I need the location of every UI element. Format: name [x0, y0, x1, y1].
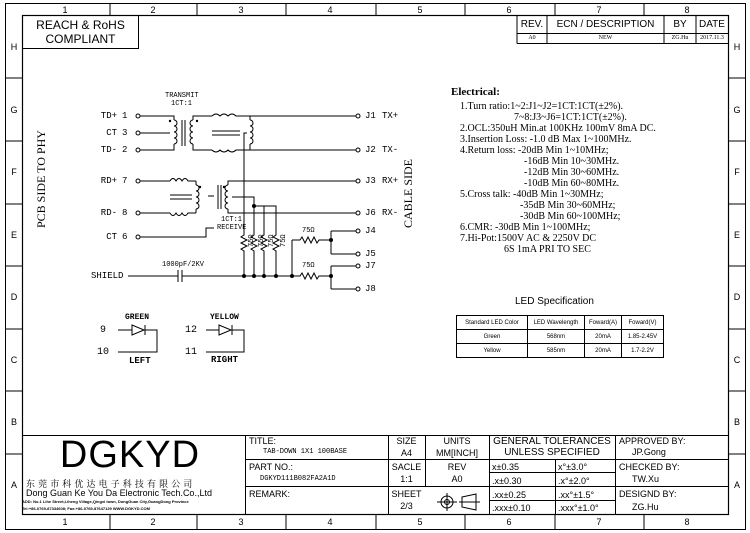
pin-number: 3 [122, 128, 128, 138]
part-label: PART NO.: [249, 462, 294, 472]
scale-label: SACLE [391, 462, 422, 472]
pin-number: J1 [365, 111, 376, 121]
checked-value: TW.Xu [632, 474, 660, 484]
title-value: TAB-DOWN 1X1 100BASE [263, 448, 348, 456]
tolerance-angular: .x°±2.0° [558, 476, 590, 486]
led-green-pin-a: 9 [100, 325, 107, 336]
approved-label: APPROVED BY: [619, 436, 686, 446]
table-header-cell: Foward(A) [585, 316, 622, 330]
led-yellow-label: YELLOW [210, 313, 239, 322]
pin-name: RX+ [382, 176, 399, 186]
resistor-label: 75Ω [258, 234, 266, 247]
grid-col-label: 2 [150, 517, 156, 527]
grid-col-label: 4 [327, 517, 333, 527]
table-header-cell: LED Wavelength [528, 316, 585, 330]
grid-row-label: E [733, 230, 740, 240]
grid-row-label: D [733, 292, 741, 302]
pcb-side-label: PCB SIDE TO PHY [34, 130, 48, 228]
grid-row-label: E [10, 230, 17, 240]
tolerance-linear: .xx±0.25 [492, 490, 526, 500]
grid-col-label: 8 [684, 5, 690, 15]
company-contact: Tel:+86-0769-87334608; Fax:+86-0769-87647129 WWW.DGKYD.COM [22, 506, 150, 511]
grid-row-label: B [733, 417, 740, 427]
company-name-en: Dong Guan Ke You Da Electronic Tech.Co.,Ltd [26, 488, 212, 498]
pin-number: J4 [365, 226, 376, 236]
led-yellow-pin-b: 11 [185, 347, 198, 358]
table-header-cell: Standard LED Color [457, 316, 528, 330]
company-logo: DGKYD [59, 434, 201, 476]
electrical-line: 6.CMR: -30dB Min 1~100MHz; [460, 222, 591, 233]
grid-col-label: 7 [596, 517, 602, 527]
electrical-line: 2.OCL:350uH Min.at 100KHz 100mV 8mA DC. [460, 123, 656, 134]
company-address: ADD: No.1 Lihe Street,Liheng Village,Qingxi town, DongGuan City,GuangDong Province [22, 499, 189, 504]
by-header: BY [673, 19, 687, 30]
grid-row-label: C [10, 355, 18, 365]
grid-row-label: C [733, 355, 741, 365]
tolerance-angular: x°±3.0° [558, 462, 588, 472]
grid-col-label: 8 [684, 517, 690, 527]
grid-col-label: 6 [506, 5, 512, 15]
transmit-ratio: 1CT:1 [171, 100, 193, 108]
tolerance-linear: .xxx±0.10 [492, 503, 531, 513]
grid-row-label: G [733, 105, 741, 115]
electrical-line: 5.Cross talk: -40dB Min 1~30MHz; [460, 189, 604, 200]
table-cell: 1.7-2.2V [622, 344, 664, 358]
electrical-line: 3.Insertion Loss: -1.0 dB Max 1~100MHz. [460, 134, 632, 145]
date-value: 2017.11.3 [700, 35, 724, 41]
grid-col-label: 6 [506, 517, 512, 527]
grid-row-label: D [10, 292, 18, 302]
pin-number: J7 [365, 261, 376, 271]
electrical-line: 7.Hi-Pot:1500V AC & 2250V DC [460, 233, 597, 244]
sheet-value: 2/3 [400, 501, 413, 511]
led-spec-title: LED Specification [515, 296, 594, 307]
rev-value: A0 [528, 35, 536, 41]
table-cell: 1.85-2.45V [622, 330, 664, 344]
units-value: MM[INCH] [436, 448, 478, 458]
led-green-label: GREEN [125, 313, 150, 322]
remark-label: REMARK: [249, 489, 291, 499]
transmit-label: TRANSMIT [165, 92, 199, 100]
pin-number: J5 [365, 249, 376, 259]
size-value: A4 [400, 448, 412, 458]
resistor-label: 75Ω [268, 234, 276, 247]
pin-number: 2 [122, 145, 128, 155]
designed-value: ZG.Hu [632, 502, 659, 512]
electrical-line: 1.Turn ratio:1~2:J1~J2=1CT:1CT(±2%). [460, 101, 624, 112]
designed-label: DESIGND BY: [619, 489, 677, 499]
tolerance-title: GENERAL TOLERANCES [493, 436, 611, 447]
pin-number: J6 [365, 208, 376, 218]
grid-col-label: 4 [327, 5, 333, 15]
grid-row-label: H [733, 42, 741, 52]
units-label: UNITS [443, 436, 471, 446]
sheet-label: SHEET [391, 489, 422, 499]
led-yellow-pin-a: 12 [185, 325, 198, 336]
pin-number: J8 [365, 284, 376, 294]
electrical-title: Electrical: [451, 86, 500, 98]
table-cell: Yellow [457, 344, 528, 358]
electrical-line: -35dB Min 30~60MHz; [520, 200, 616, 211]
pin-number: J2 [365, 145, 376, 155]
table-cell: 20mA [585, 330, 622, 344]
grid-row-label: B [10, 417, 17, 427]
electrical-line: 4.Return loss: -20dB Min 1~10MHz; [460, 145, 609, 156]
pin-name: RD+ [100, 176, 117, 186]
grid-row-label: G [10, 105, 18, 115]
led-green-pin-b: 10 [97, 347, 110, 358]
grid-row-label: H [10, 42, 18, 52]
tolerance-linear: x±0.35 [492, 462, 519, 472]
resistor-label: 75Ω [302, 262, 315, 270]
checked-label: CHECKED BY: [619, 462, 680, 472]
grid-col-label: 3 [238, 517, 244, 527]
grid-col-label: 3 [238, 5, 244, 15]
rev-label: REV [447, 462, 467, 472]
led-green-side: LEFT [129, 356, 151, 366]
ecn-header: ECN / DESCRIPTION [556, 19, 655, 30]
pin-name: TX+ [382, 111, 399, 121]
table-header-cell: Foward(V) [622, 316, 664, 330]
cable-side-label: CABLE SIDE [401, 159, 415, 228]
pin-name: TD- [100, 145, 117, 155]
scale-value: 1:1 [400, 474, 413, 484]
tolerance-angular: .xxx°±1.0° [558, 503, 599, 513]
compliance-line-1: REACH & RoHS [36, 18, 125, 32]
grid-row-label: F [11, 167, 17, 177]
receive-label: RECEIVE [217, 224, 247, 232]
grid-row-label: F [734, 167, 740, 177]
grid-row-label: A [10, 480, 17, 490]
company-name-cn: 东 莞 市 科 优 达 电 子 科 技 有 限 公 司 [26, 479, 193, 489]
part-value: DGKYD111B082FA2A1D [260, 475, 336, 483]
pin-name: RX- [382, 208, 399, 218]
grid-col-label: 2 [150, 5, 156, 15]
resistor-label: 75Ω [248, 234, 256, 247]
grid-row-label: A [733, 480, 740, 490]
resistor-label: 75Ω [302, 227, 315, 235]
tolerance-subtitle: UNLESS SPECIFIED [504, 447, 600, 458]
electrical-line: -10dB Min 60~80MHz. [524, 178, 620, 189]
table-cell: 20mA [585, 344, 622, 358]
resistor-label: 75Ω [280, 234, 288, 247]
electrical-line: 7~8:J3~J6=1CT:1CT(±2%). [514, 112, 627, 123]
grid-col-label: 5 [417, 517, 423, 527]
grid-col-label: 7 [596, 5, 602, 15]
pin-name: RD- [100, 208, 117, 218]
pin-number: 1 [122, 111, 128, 121]
ecn-value: NEW [598, 35, 613, 41]
pin-number: J3 [365, 176, 376, 186]
grid-col-label: 5 [417, 5, 423, 15]
grid-col-label: 1 [62, 517, 68, 527]
electrical-line: -16dB Min 10~30MHz. [524, 156, 620, 167]
tolerance-angular: .xx°±1.5° [558, 490, 595, 500]
date-header: DATE [699, 19, 725, 30]
table-cell: 585nm [528, 344, 585, 358]
size-label: SIZE [396, 436, 417, 446]
led-yellow-side: RIGHT [211, 355, 239, 365]
approved-value: JP.Gong [632, 447, 666, 457]
pin-name: CT [106, 128, 117, 138]
rev-header: REV. [520, 19, 544, 30]
electrical-line: 6S 1mA PRI TO SEC [504, 244, 591, 255]
by-value: ZG.Hu [671, 35, 689, 41]
shield-label: SHIELD [91, 271, 124, 281]
table-cell: Green [457, 330, 528, 344]
title-label: TITLE: [249, 436, 277, 446]
compliance-line-2: COMPLIANT [45, 32, 116, 46]
receive-ratio: 1CT:1 [221, 216, 243, 224]
rev-value: A0 [451, 474, 463, 484]
capacitor-label: 1000pF/2KV [162, 261, 205, 269]
pin-name: TD+ [100, 111, 117, 121]
pin-number: 8 [122, 208, 128, 218]
grid-col-label: 1 [62, 5, 68, 15]
pin-number: 6 [122, 232, 128, 242]
electrical-line: -12dB Min 30~60MHz. [524, 167, 620, 178]
pin-name: TX- [382, 145, 399, 155]
pin-name: CT [106, 232, 117, 242]
table-cell: 568nm [528, 330, 585, 344]
tolerance-linear: .x±0.30 [492, 476, 522, 486]
electrical-line: -30dB Min 60~100MHz; [520, 211, 621, 222]
pin-number: 7 [122, 176, 128, 186]
